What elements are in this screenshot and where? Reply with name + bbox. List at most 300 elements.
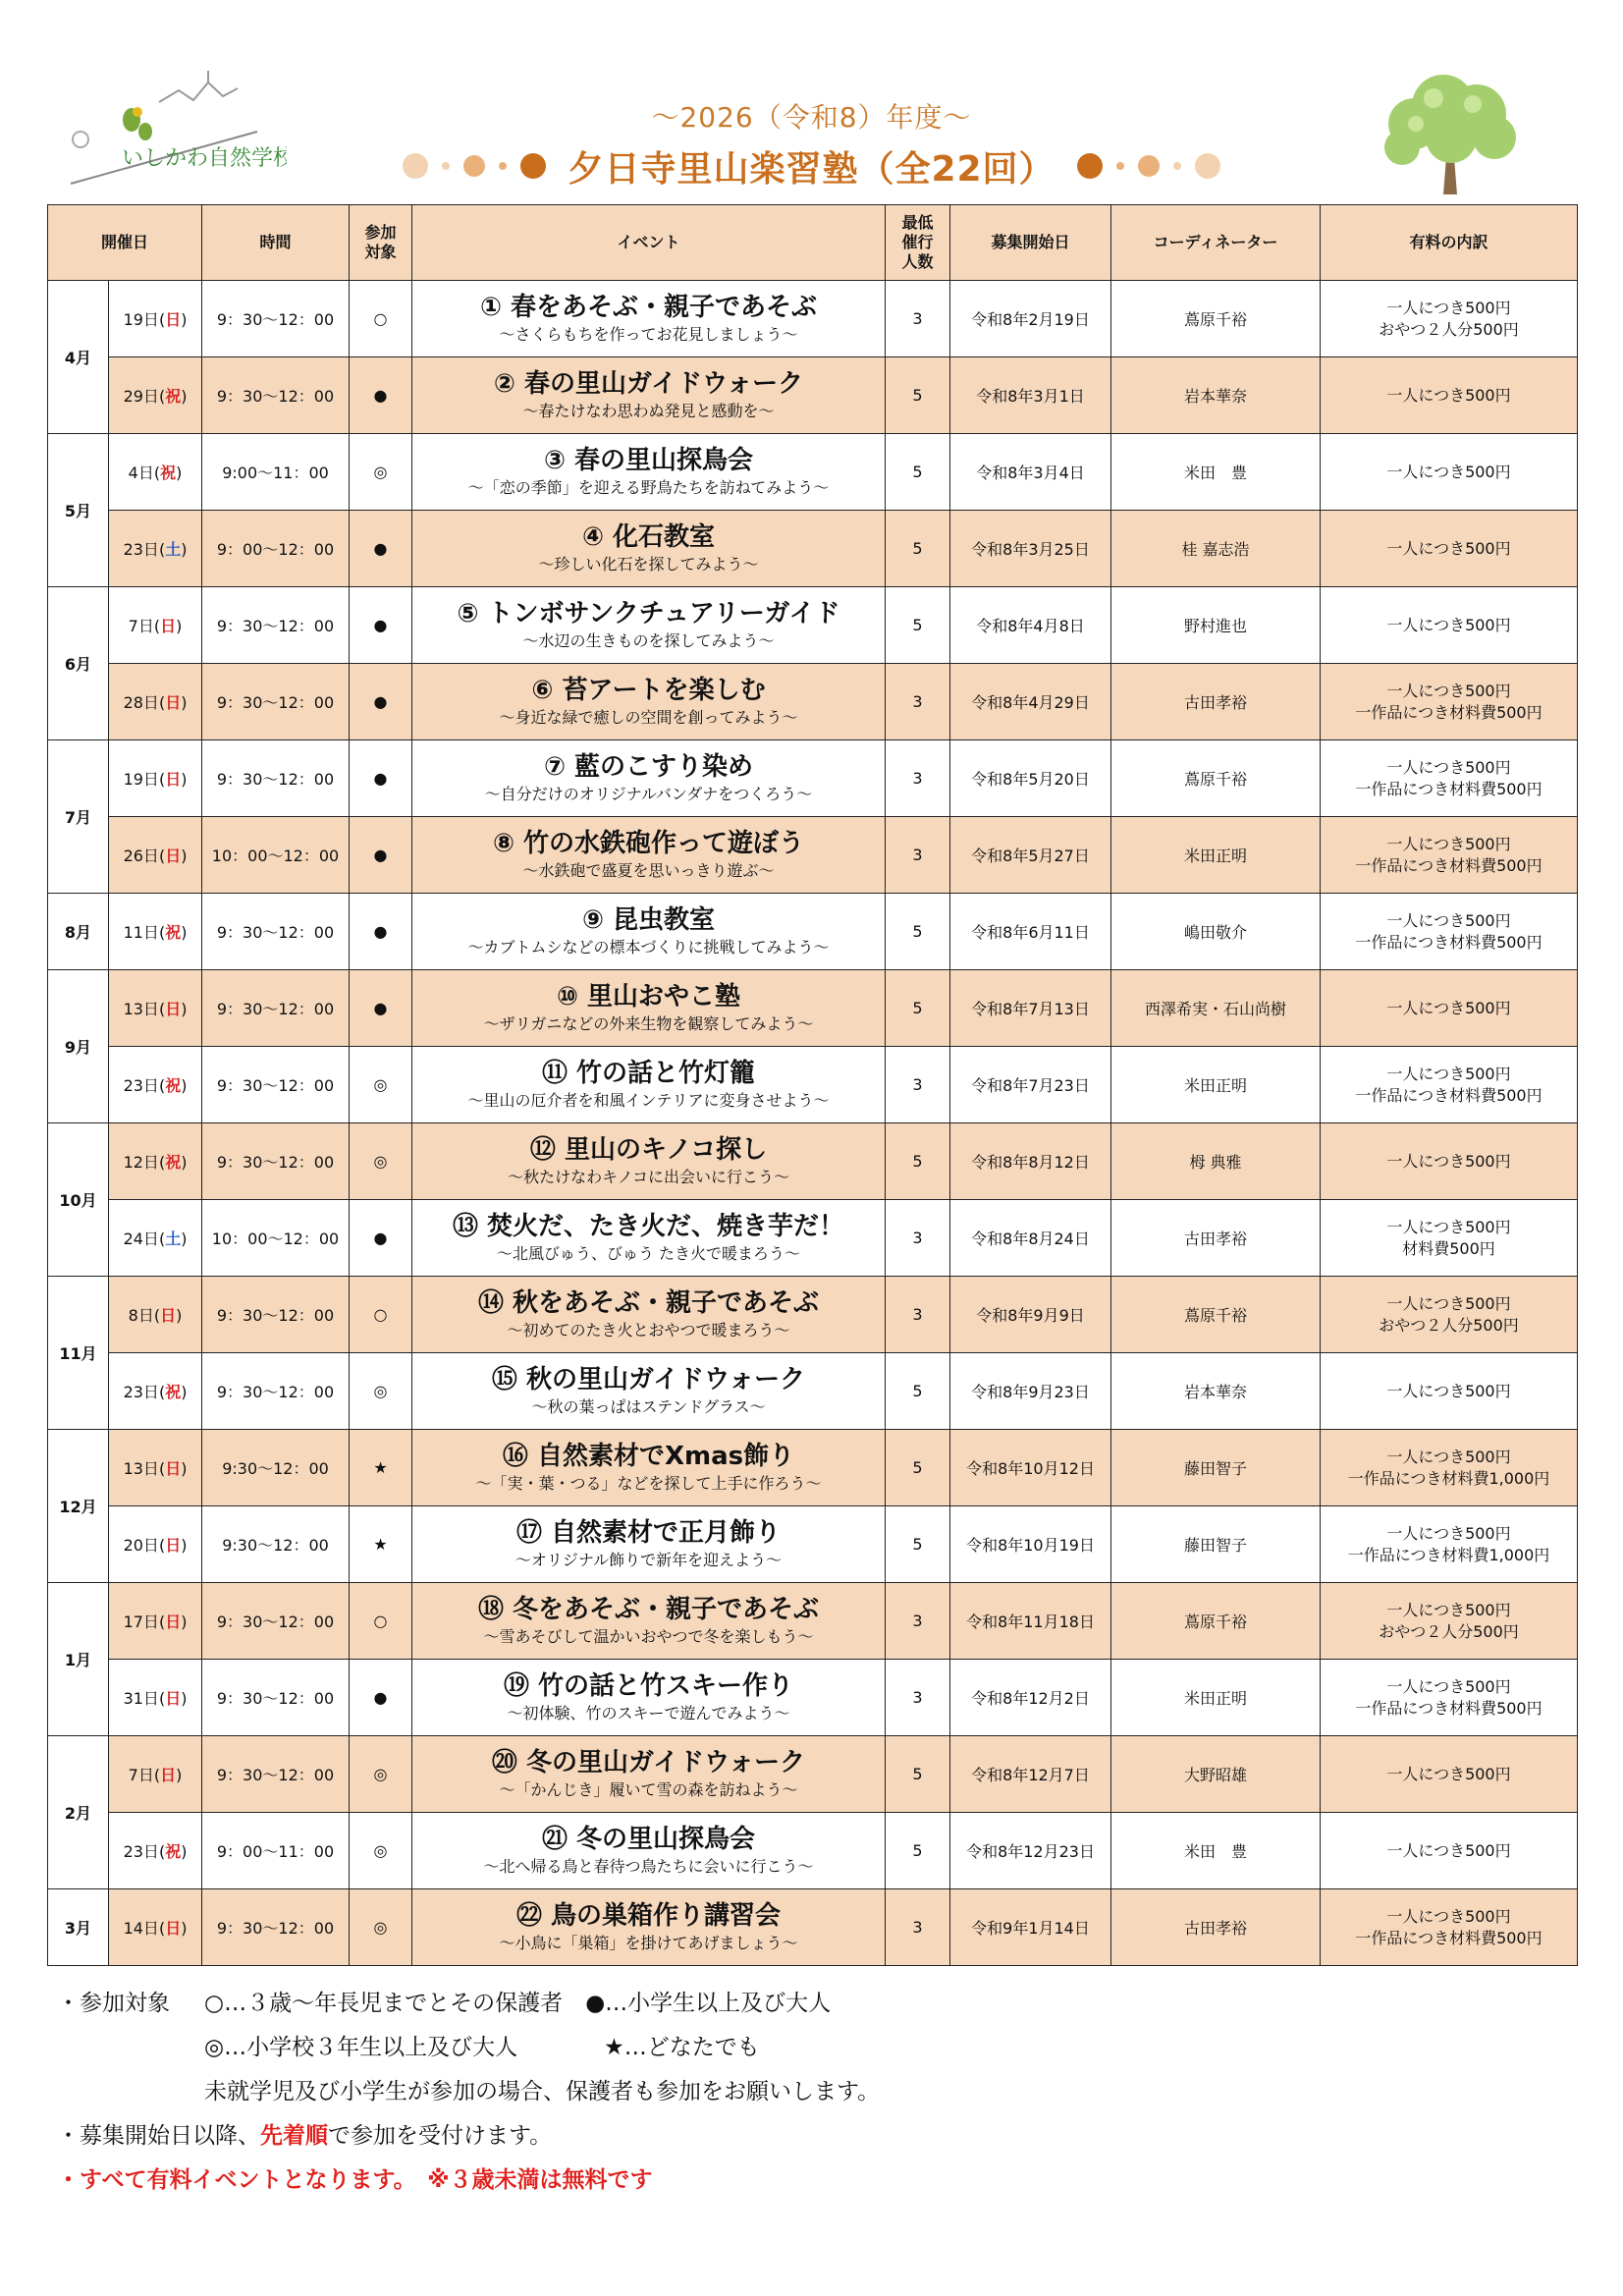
event-subtitle: ～初体験、竹のスキーで遊んでみよう～ (507, 1703, 790, 1722)
event-subtitle: ～北へ帰る鳥と春待つ鳥たちに会いに行こう～ (483, 1856, 814, 1876)
event-cell (412, 1813, 886, 1889)
target-symbol: ◎ (350, 1813, 412, 1889)
date-cell: 29日(祝) (109, 357, 202, 434)
event-title: ④ 化石教室 (581, 521, 716, 552)
table-row (48, 1583, 1578, 1660)
col-header-time: 時間 (202, 205, 350, 281)
coordinator-cell: 嶋田敬介 (1111, 894, 1321, 970)
event-title: ⑯ 自然素材でXmas飾り (502, 1441, 795, 1471)
fee-cell (1321, 357, 1578, 434)
fee-cell (1321, 1277, 1578, 1353)
min-participants-cell: 5 (886, 511, 950, 587)
month-cell: 2月 (48, 1736, 109, 1889)
event-title: ⑩ 里山おやこ塾 (556, 981, 741, 1011)
coordinator-cell: 米田正明 (1111, 1660, 1321, 1736)
weekday: 日 (165, 1689, 182, 1708)
weekday: 祝 (165, 923, 182, 942)
event-subtitle: ～珍しい化石を探してみよう～ (538, 554, 759, 574)
min-participants-cell: 5 (886, 1736, 950, 1813)
fee-line: 一人につき500円 (1386, 1764, 1511, 1783)
event-title: ⑧ 竹の水鉄砲作って遊ぼう (492, 828, 805, 858)
date-cell: 23日(祝) (109, 1353, 202, 1430)
weekday: 日 (165, 1613, 182, 1631)
start-date-cell: 令和8年5月20日 (950, 740, 1111, 817)
fee-cell (1321, 894, 1578, 970)
event-title: ① 春をあそぶ・親子であそぶ (479, 292, 818, 322)
target-symbol: ○ (350, 1277, 412, 1353)
date-cell: 13日(日) (109, 970, 202, 1047)
date-cell: 23日(土) (109, 511, 202, 587)
target-symbol: ◎ (350, 434, 412, 511)
weekday: 祝 (160, 464, 177, 482)
event-title: ⑤ トンボサンクチュアリーガイド (457, 598, 840, 629)
note-paid: ・すべて有料イベントとなります。 ※３歳未満は無料です (57, 2167, 653, 2193)
fee-line: 一人につき500円 (1386, 298, 1511, 317)
target-symbol: ★ (350, 1430, 412, 1506)
table-row (48, 1200, 1578, 1277)
time-cell: 9：30～12：00 (202, 740, 350, 817)
table-row (48, 740, 1578, 817)
target-symbol: ★ (350, 1506, 412, 1583)
coordinator-cell: 栂 典雅 (1111, 1123, 1321, 1200)
target-symbol: ● (350, 740, 412, 817)
start-date-cell: 令和8年4月8日 (950, 587, 1111, 664)
fee-cell (1321, 1736, 1578, 1813)
time-cell: 9：30～12：00 (202, 1353, 350, 1430)
fee-cell (1321, 1813, 1578, 1889)
fee-line: 一人につき500円 (1386, 1523, 1511, 1543)
event-subtitle: ～小鳥に「巣箱」を掛けてあげましょう～ (499, 1933, 798, 1952)
table-row (48, 1047, 1578, 1123)
fee-line: 一人につき500円 (1386, 385, 1511, 405)
fee-line: 一人につき500円 (1386, 910, 1511, 930)
event-title: ⑳ 冬の里山ガイドウォーク (491, 1747, 806, 1777)
table-row (48, 970, 1578, 1047)
event-title: ⑦ 藍のこすり染め (543, 751, 754, 782)
start-date-cell: 令和8年9月9日 (950, 1277, 1111, 1353)
event-title: ⑭ 秋をあそぶ・親子であそぶ (477, 1287, 820, 1318)
fee-cell (1321, 281, 1578, 357)
event-title: ② 春の里山ガイドウォーク (493, 368, 804, 399)
weekday: 祝 (165, 1076, 182, 1095)
time-cell: 10：00～12：00 (202, 817, 350, 894)
decorative-dot (403, 153, 428, 179)
coordinator-cell: 米田正明 (1111, 817, 1321, 894)
date-cell: 23日(祝) (109, 1813, 202, 1889)
fee-line: 一作品につき材料費500円 (1355, 1085, 1542, 1105)
event-cell (412, 281, 886, 357)
event-cell (412, 587, 886, 664)
month-cell: 9月 (48, 970, 109, 1123)
date-cell: 12日(祝) (109, 1123, 202, 1200)
event-title: ⑮ 秋の里山ガイドウォーク (491, 1364, 806, 1394)
time-cell: 9:30～12：00 (202, 1430, 350, 1506)
start-date-cell: 令和8年10月12日 (950, 1430, 1111, 1506)
table-row (48, 1430, 1578, 1506)
target-symbol: ● (350, 894, 412, 970)
title-row (0, 139, 1623, 192)
min-participants-cell: 3 (886, 817, 950, 894)
note-target-label: ・参加対象 (57, 1991, 170, 2016)
target-symbol: ● (350, 357, 412, 434)
min-participants-cell: 5 (886, 1353, 950, 1430)
target-symbol: ● (350, 1200, 412, 1277)
schedule-table (47, 204, 1578, 1966)
event-subtitle: ～「恋の季節」を迎える野鳥たちを訪ねてみよう～ (467, 477, 830, 497)
table-row (48, 1353, 1578, 1430)
start-date-cell: 令和8年3月4日 (950, 434, 1111, 511)
note-target-1: ○…３歳～年長児までとその保護者 (204, 1991, 564, 2016)
event-title: ⑲ 竹の話と竹スキー作り (503, 1670, 794, 1701)
weekday: 祝 (165, 1842, 182, 1861)
fee-line: 一人につき500円 (1386, 1293, 1511, 1313)
weekday: 日 (165, 847, 182, 865)
event-cell (412, 1430, 886, 1506)
event-cell (412, 1200, 886, 1277)
weekday: 日 (165, 1919, 182, 1938)
fiscal-year-subtitle: ～2026（令和8）年度～ (651, 101, 972, 134)
col-header-event: イベント (412, 205, 886, 281)
min-participants-cell: 5 (886, 357, 950, 434)
target-symbol: ○ (350, 1583, 412, 1660)
coordinator-cell: 古田孝裕 (1111, 664, 1321, 740)
min-participants-cell: 5 (886, 1506, 950, 1583)
table-row (48, 894, 1578, 970)
fee-line: 一人につき500円 (1386, 1906, 1511, 1926)
weekday: 日 (160, 617, 177, 635)
start-date-cell: 令和8年9月23日 (950, 1353, 1111, 1430)
fee-cell (1321, 1583, 1578, 1660)
date-cell: 7日(日) (109, 587, 202, 664)
event-cell (412, 1277, 886, 1353)
fee-line: 一作品につき材料費500円 (1355, 1698, 1542, 1718)
weekday: 日 (165, 1000, 182, 1018)
fee-line: 一人につき500円 (1386, 538, 1511, 558)
col-header-target: 参加 対象 (350, 205, 412, 281)
event-cell (412, 434, 886, 511)
event-cell (412, 894, 886, 970)
min-participants-cell: 5 (886, 1430, 950, 1506)
coordinator-cell: 桂 嘉志浩 (1111, 511, 1321, 587)
event-subtitle: ～「実・葉・つる」などを探して上手に作ろう～ (475, 1473, 822, 1493)
event-subtitle: ～カブトムシなどの標本づくりに挑戦してみよう～ (467, 937, 830, 957)
event-title: ⑬ 焚火だ、たき火だ、焼き芋だ！ (452, 1211, 845, 1241)
event-cell (412, 357, 886, 434)
event-cell (412, 740, 886, 817)
min-participants-cell: 5 (886, 434, 950, 511)
fee-line: 一人につき500円 (1386, 1600, 1511, 1619)
weekday: 日 (165, 1459, 182, 1478)
fee-line: おやつ２人分500円 (1379, 1621, 1519, 1641)
time-cell: 9：30～12：00 (202, 970, 350, 1047)
time-cell: 9：30～12：00 (202, 1047, 350, 1123)
date-cell: 23日(祝) (109, 1047, 202, 1123)
coordinator-cell: 古田孝裕 (1111, 1889, 1321, 1966)
date-cell: 14日(日) (109, 1889, 202, 1966)
paid-notice: すべて有料イベントとなります。 ※３歳未満は無料です (80, 2167, 653, 2193)
note-target (57, 1982, 1569, 2026)
fee-line: 一人につき500円 (1386, 1217, 1511, 1236)
date-cell: 13日(日) (109, 1430, 202, 1506)
table-row (48, 1660, 1578, 1736)
event-title: ⑫ 里山のキノコ探し (529, 1134, 768, 1165)
coordinator-cell: 米田 豊 (1111, 1813, 1321, 1889)
event-subtitle: ～秋たけなわキノコに出会いに行こう～ (508, 1167, 789, 1186)
fee-line: 一人につき500円 (1386, 1381, 1511, 1400)
event-cell (412, 1047, 886, 1123)
coordinator-cell: 蔦原千裕 (1111, 1583, 1321, 1660)
weekday: 日 (165, 310, 182, 329)
start-date-cell: 令和8年3月25日 (950, 511, 1111, 587)
fee-line: おやつ２人分500円 (1379, 319, 1519, 339)
coordinator-cell: 米田 豊 (1111, 434, 1321, 511)
fee-cell (1321, 1889, 1578, 1966)
time-cell: 9:00～11：00 (202, 434, 350, 511)
date-cell: 20日(日) (109, 1506, 202, 1583)
event-subtitle: ～身近な緑で癒しの空間を創ってみよう～ (499, 707, 798, 727)
fee-cell (1321, 1506, 1578, 1583)
coordinator-cell: 岩本華奈 (1111, 357, 1321, 434)
coordinator-cell: 米田正明 (1111, 1047, 1321, 1123)
fee-line: 一人につき500円 (1386, 998, 1511, 1017)
table-row (48, 1736, 1578, 1813)
table-row (48, 817, 1578, 894)
time-cell: 9：00～11：00 (202, 1813, 350, 1889)
fee-line: 一人につき500円 (1386, 1447, 1511, 1466)
table-row (48, 1123, 1578, 1200)
col-header-start-date: 募集開始日 (950, 205, 1111, 281)
date-cell: 26日(日) (109, 817, 202, 894)
table-row (48, 511, 1578, 587)
fee-cell (1321, 1353, 1578, 1430)
weekday: 土 (165, 540, 182, 559)
fee-line: 一人につき500円 (1386, 757, 1511, 777)
date-cell: 7日(日) (109, 1736, 202, 1813)
col-header-fee: 有料の内訳 (1321, 205, 1578, 281)
event-title: ㉒ 鳥の巣箱作り講習会 (515, 1900, 782, 1931)
fee-line: 一人につき500円 (1386, 462, 1511, 481)
note-target-5: 未就学児及び小学生が参加の場合、保護者も参加をお願いします。 (204, 2079, 881, 2105)
event-subtitle: ～初めてのたき火とおやつで暖まろう～ (507, 1320, 790, 1339)
start-date-cell: 令和8年8月24日 (950, 1200, 1111, 1277)
time-cell: 9：30～12：00 (202, 1889, 350, 1966)
min-participants-cell: 5 (886, 894, 950, 970)
event-subtitle: ～自分だけのオリジナルバンダナをつくろう～ (484, 784, 813, 803)
fee-line: 一人につき500円 (1386, 1064, 1511, 1083)
min-participants-cell: 3 (886, 1277, 950, 1353)
fee-cell (1321, 1660, 1578, 1736)
target-symbol: ○ (350, 281, 412, 357)
note-target-2: ●…小学生以上及び大人 (585, 1991, 832, 2016)
decorative-dot (442, 162, 450, 170)
start-date-cell: 令和8年11月18日 (950, 1583, 1111, 1660)
min-participants-cell: 3 (886, 1889, 950, 1966)
fee-cell (1321, 817, 1578, 894)
event-cell (412, 1123, 886, 1200)
fee-line: 一人につき500円 (1386, 1840, 1511, 1860)
weekday: 日 (165, 770, 182, 789)
event-title: ⑨ 昆虫教室 (581, 904, 716, 935)
fee-cell (1321, 587, 1578, 664)
note-order: ・募集開始日以降、先着順で参加を受付けます。 (57, 2123, 553, 2149)
target-symbol: ● (350, 664, 412, 740)
event-title: ③ 春の里山探鳥会 (543, 445, 754, 475)
min-participants-cell: 3 (886, 740, 950, 817)
date-cell: 17日(日) (109, 1583, 202, 1660)
min-participants-cell: 5 (886, 587, 950, 664)
fee-line: おやつ２人分500円 (1379, 1315, 1519, 1335)
weekday: 祝 (165, 1383, 182, 1401)
min-participants-cell: 3 (886, 1660, 950, 1736)
fee-line: 一人につき500円 (1386, 681, 1511, 700)
col-header-date: 開催日 (48, 205, 202, 281)
event-subtitle: ～「かんじき」履いて雪の森を訪ねよう～ (499, 1779, 798, 1799)
coordinator-cell: 大野昭雄 (1111, 1736, 1321, 1813)
weekday: 日 (160, 1306, 177, 1325)
target-symbol: ◎ (350, 1736, 412, 1813)
time-cell: 9：30～12：00 (202, 894, 350, 970)
decorative-dot (1138, 155, 1160, 177)
event-subtitle: ～北風びゅう、びゅう たき火で暖まろう～ (496, 1243, 801, 1263)
decorative-dot (1077, 153, 1103, 179)
table-row (48, 1813, 1578, 1889)
event-cell (412, 970, 886, 1047)
month-cell: 10月 (48, 1123, 109, 1277)
weekday: 日 (160, 1766, 177, 1784)
min-participants-cell: 5 (886, 1813, 950, 1889)
time-cell: 9:30～12：00 (202, 1506, 350, 1583)
start-date-cell: 令和8年6月11日 (950, 894, 1111, 970)
fee-line: 一作品につき材料費500円 (1355, 779, 1542, 798)
fee-cell (1321, 1430, 1578, 1506)
start-date-cell: 令和8年4月29日 (950, 664, 1111, 740)
table-row (48, 1277, 1578, 1353)
fee-line: 一作品につき材料費1,000円 (1347, 1468, 1550, 1488)
min-participants-cell: 3 (886, 1583, 950, 1660)
start-date-cell: 令和8年5月27日 (950, 817, 1111, 894)
time-cell: 9：00～12：00 (202, 511, 350, 587)
coordinator-cell: 蔦原千裕 (1111, 740, 1321, 817)
month-cell: 6月 (48, 587, 109, 740)
weekday: 祝 (165, 387, 182, 406)
table-row (48, 1889, 1578, 1966)
weekday: 祝 (165, 1153, 182, 1172)
coordinator-cell: 野村進也 (1111, 587, 1321, 664)
start-date-cell: 令和8年12月23日 (950, 1813, 1111, 1889)
time-cell: 9：30～12：00 (202, 587, 350, 664)
coordinator-cell: 蔦原千裕 (1111, 1277, 1321, 1353)
notes-section (57, 1982, 1569, 2203)
fee-line: 一人につき500円 (1386, 1676, 1511, 1696)
weekday: 土 (165, 1230, 182, 1248)
note-guardian (57, 2070, 1569, 2114)
event-title: ⑪ 竹の話と竹灯籠 (541, 1058, 756, 1088)
event-title: ㉑ 冬の里山探鳥会 (541, 1824, 756, 1854)
event-subtitle: ～雪あそびして温かいおやつで冬を楽しもう～ (483, 1626, 814, 1646)
time-cell: 9：30～12：00 (202, 281, 350, 357)
coordinator-cell: 蔦原千裕 (1111, 281, 1321, 357)
note-target-3: ◎…小学校３年生以上及び大人 (204, 2035, 518, 2060)
target-symbol: ● (350, 511, 412, 587)
decorative-dot (1173, 162, 1181, 170)
fee-cell (1321, 434, 1578, 511)
event-subtitle: ～水鉄砲で盛夏を思いっきり遊ぶ～ (522, 860, 775, 880)
fee-line: 材料費500円 (1402, 1238, 1495, 1258)
note-target-4: ★…どなたでも (604, 2035, 760, 2060)
fee-cell (1321, 1123, 1578, 1200)
date-cell: 19日(日) (109, 281, 202, 357)
time-cell: 9：30～12：00 (202, 1583, 350, 1660)
target-symbol: ● (350, 1660, 412, 1736)
fee-line: 一人につき500円 (1386, 615, 1511, 634)
min-participants-cell: 5 (886, 970, 950, 1047)
event-cell (412, 1889, 886, 1966)
fee-cell (1321, 1200, 1578, 1277)
event-title: ⑥ 苔アートを楽しむ (531, 675, 766, 705)
date-cell: 19日(日) (109, 740, 202, 817)
target-symbol: ● (350, 817, 412, 894)
fee-line: 一作品につき材料費500円 (1355, 702, 1542, 722)
coordinator-cell: 藤田智子 (1111, 1506, 1321, 1583)
decorative-dot (499, 162, 507, 170)
start-date-cell: 令和8年7月23日 (950, 1047, 1111, 1123)
month-cell: 5月 (48, 434, 109, 587)
month-cell: 7月 (48, 740, 109, 894)
table-row (48, 1506, 1578, 1583)
min-participants-cell: 3 (886, 664, 950, 740)
event-title: ⑱ 冬をあそぶ・親子であそぶ (477, 1594, 820, 1624)
event-title: ⑰ 自然素材で正月飾り (515, 1517, 782, 1548)
fee-cell (1321, 511, 1578, 587)
target-symbol: ● (350, 587, 412, 664)
start-date-cell: 令和8年2月19日 (950, 281, 1111, 357)
decorative-dot (520, 153, 546, 179)
date-cell: 28日(日) (109, 664, 202, 740)
month-cell: 8月 (48, 894, 109, 970)
fee-line: 一人につき500円 (1386, 1151, 1511, 1171)
target-symbol: ◎ (350, 1353, 412, 1430)
time-cell: 9：30～12：00 (202, 357, 350, 434)
target-symbol: ◎ (350, 1047, 412, 1123)
date-cell: 24日(土) (109, 1200, 202, 1277)
date-cell: 4日(祝) (109, 434, 202, 511)
coordinator-cell: 藤田智子 (1111, 1430, 1321, 1506)
event-cell (412, 1583, 886, 1660)
coordinator-cell: 岩本華奈 (1111, 1353, 1321, 1430)
coordinator-cell: 古田孝裕 (1111, 1200, 1321, 1277)
time-cell: 9：30～12：00 (202, 1123, 350, 1200)
start-date-cell: 令和8年7月13日 (950, 970, 1111, 1047)
start-date-cell: 令和8年12月7日 (950, 1736, 1111, 1813)
table-row (48, 587, 1578, 664)
start-date-cell: 令和8年3月1日 (950, 357, 1111, 434)
table-row (48, 434, 1578, 511)
date-cell: 8日(日) (109, 1277, 202, 1353)
min-participants-cell: 3 (886, 1200, 950, 1277)
time-cell: 9：30～12：00 (202, 664, 350, 740)
fee-cell (1321, 664, 1578, 740)
fee-line: 一人につき500円 (1386, 834, 1511, 853)
decorative-dot (1116, 162, 1124, 170)
fee-line: 一作品につき材料費500円 (1355, 1928, 1542, 1947)
table-row (48, 281, 1578, 357)
fee-line: 一作品につき材料費500円 (1355, 855, 1542, 875)
fee-cell (1321, 1047, 1578, 1123)
event-subtitle: ～春たけなわ思わぬ発見と感動を～ (522, 401, 775, 420)
month-cell: 3月 (48, 1889, 109, 1966)
min-participants-cell: 5 (886, 1123, 950, 1200)
event-cell (412, 664, 886, 740)
